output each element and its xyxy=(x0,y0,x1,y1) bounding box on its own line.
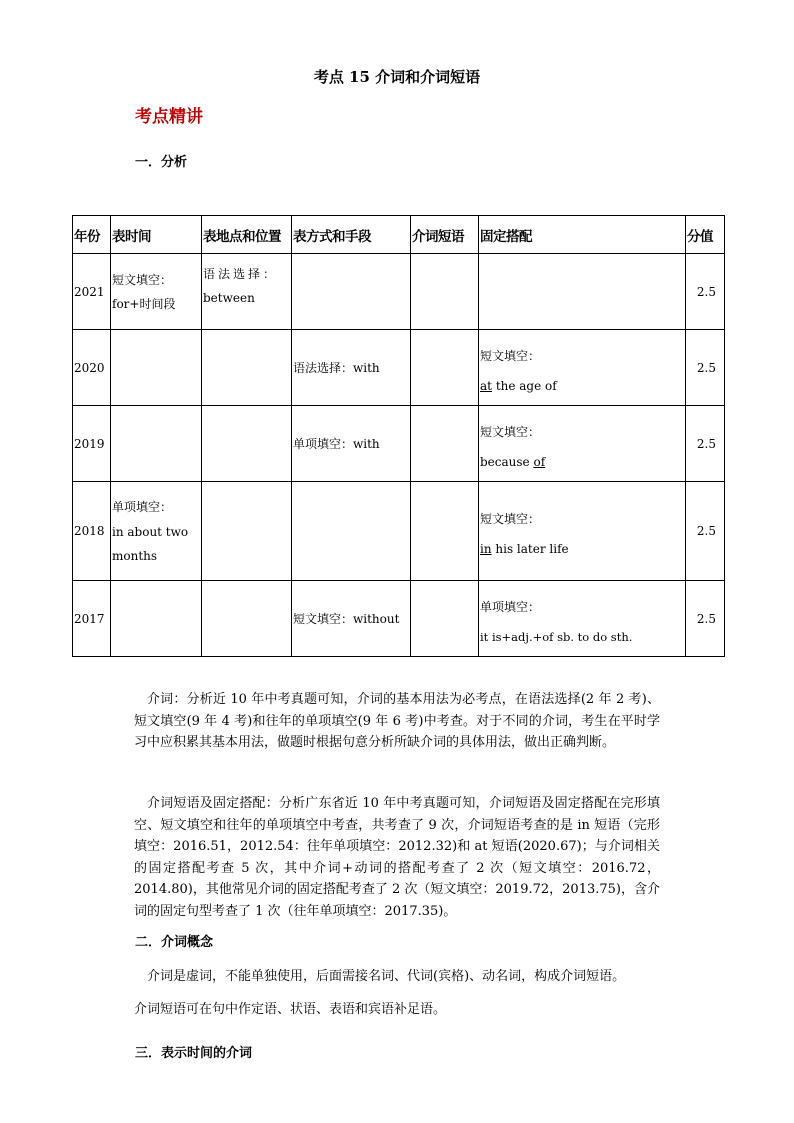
fixed-cell xyxy=(479,330,686,406)
cell-text xyxy=(480,374,684,398)
manner-cell xyxy=(292,482,411,581)
heading-time-prepositions: 三．表示时间的介词 xyxy=(135,1046,253,1061)
phrase-cell xyxy=(411,254,479,330)
page-title: 考点 15 介词和介词短语 xyxy=(313,68,481,86)
manner-cell xyxy=(292,581,411,657)
place-cell xyxy=(202,406,292,482)
cell-text: for+时间段 xyxy=(112,296,176,311)
year-cell: 2018 xyxy=(73,482,111,581)
header-manner: 表方式和手段 xyxy=(292,216,411,254)
table-row xyxy=(73,581,725,657)
cell-text: 语法选择： xyxy=(203,267,279,281)
time-cell xyxy=(111,581,202,657)
cell-text: 短文填空： xyxy=(112,272,173,287)
table-row xyxy=(73,482,725,581)
phrase-cell xyxy=(411,330,479,406)
cell-text: 短文填空： xyxy=(480,424,541,439)
score-cell: 2.5 xyxy=(686,482,725,581)
cell-text: 短文填空： xyxy=(480,512,541,526)
paragraph-preposition: 介词：分析近 10 年中考真题可知，介词的基本用法为必考点，在语法选择(2 年 2 考)、短文填空(9 年 4 考)和往年的单项填空(9 年 6 考)中考查。对于不同的介词，考生在平时学习中应积累其基本用法，做题时根据句意分析所缺介词的具体用法，做出正确判断。 xyxy=(134,692,660,750)
heading-concept: 二．介词概念 xyxy=(135,935,214,950)
header-year: 年份 xyxy=(73,216,111,254)
cell-text: 短文填空： xyxy=(480,348,541,363)
score-cell: 2.5 xyxy=(686,330,725,406)
time-cell xyxy=(111,406,202,482)
score-cell: 2.5 xyxy=(686,254,725,330)
table-row xyxy=(73,406,725,482)
paragraph-usage: 介词短语可在句中作定语、状语、表语和宾语补足语。 xyxy=(134,1002,447,1017)
cell-text: it is+adj.+of sb. to do sth. xyxy=(480,629,633,644)
place-cell xyxy=(202,482,292,581)
cell-text-rest: his later life xyxy=(491,542,569,556)
cell-text xyxy=(480,537,684,561)
year-cell: 2019 xyxy=(73,406,111,482)
heading-analysis: 一．分析 xyxy=(135,155,188,170)
fixed-cell xyxy=(479,482,686,581)
fixed-cell xyxy=(479,406,686,482)
score-cell: 2.5 xyxy=(686,406,725,482)
year-cell: 2021 xyxy=(73,254,111,330)
paragraph-phrases: 介词短语及固定搭配：分析广东省近 10 年中考真题可知，介词短语及固定搭配在完形填空、短文填空和往年的单项填空中考查，共考查了 9 次，介词短语考查的是 in 短语（完形填空：2016.51，2012.54：往年单项填空：2012.32)和 at 短语(2020.67)；与介词相关的固定搭配考查 5 次，其中介词+动词的搭配考查了 2 次（短文填空：2016.72，2014.80)，其他常见介词的固定搭配考查了 2 次（短文填空：2019.72，2013.75)，含介词的固定句型考查了 1 次（往年单项填空：2017.35)。 xyxy=(134,796,660,919)
year-cell: 2020 xyxy=(73,330,111,406)
cell-text: 单项填空： xyxy=(480,599,541,614)
year-cell: 2017 xyxy=(73,581,111,657)
cell-text-rest: because xyxy=(480,454,534,469)
place-cell xyxy=(202,254,292,330)
header-score: 分值 xyxy=(686,216,725,254)
cell-text xyxy=(480,450,684,474)
section-heading: 考点精讲 xyxy=(135,107,203,127)
table-row xyxy=(73,330,725,406)
underlined-word: at xyxy=(480,378,492,393)
cell-text: 单项填空：with xyxy=(293,436,380,451)
manner-cell xyxy=(292,330,411,406)
place-cell xyxy=(202,581,292,657)
manner-cell xyxy=(292,406,411,482)
header-place: 表地点和位置 xyxy=(202,216,292,254)
cell-text: 语法选择：with xyxy=(293,360,380,375)
cell-text: 单项填空： xyxy=(112,500,173,514)
fixed-cell xyxy=(479,254,686,330)
fixed-cell xyxy=(479,581,686,657)
underlined-word: of xyxy=(533,454,546,469)
time-cell xyxy=(111,254,202,330)
cell-text: between xyxy=(203,291,255,305)
time-cell xyxy=(111,482,202,581)
phrase-cell xyxy=(411,482,479,581)
table-row xyxy=(73,254,725,330)
cell-text: in about two xyxy=(112,525,189,539)
manner-cell xyxy=(292,254,411,330)
phrase-cell xyxy=(411,581,479,657)
cell-text-rest: the age of xyxy=(495,378,557,393)
header-phrase: 介词短语 xyxy=(411,216,479,254)
exam-analysis-table xyxy=(72,215,725,657)
header-fixed: 固定搭配 xyxy=(479,216,686,254)
table-header-row xyxy=(73,216,725,254)
place-cell xyxy=(202,330,292,406)
paragraph-concept: 介词是虚词，不能单独使用，后面需接名词、代词(宾格)、动名词，构成介词短语。 xyxy=(147,969,626,984)
cell-text: months xyxy=(112,549,158,563)
time-cell xyxy=(111,330,202,406)
header-time: 表时间 xyxy=(111,216,202,254)
underlined-word: in xyxy=(480,542,492,556)
score-cell: 2.5 xyxy=(686,581,725,657)
phrase-cell xyxy=(411,406,479,482)
cell-text: 短文填空：without xyxy=(293,611,400,626)
